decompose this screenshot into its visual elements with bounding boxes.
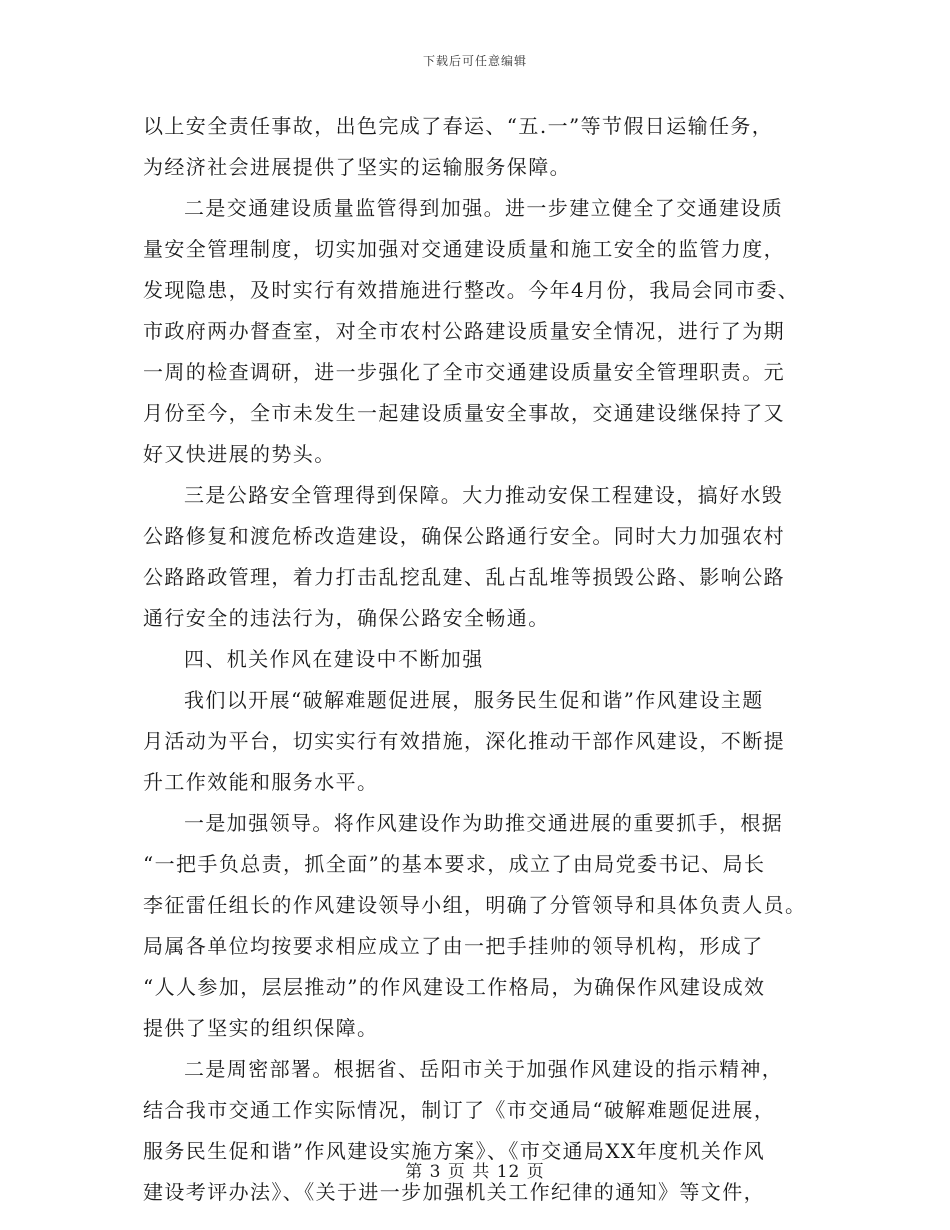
paragraph-line: 好又快进展的势头。 [143, 442, 336, 466]
paragraph-line: 三是公路安全管理得到保障。大力推动安保工程建设，搞好水毁 [184, 483, 784, 507]
paragraph-line: 以上安全责任事故，出色完成了春运、“五.一”等节假日运输任务， [143, 114, 774, 138]
paragraph-line: 月活动为平台，切实实行有效措施，深化推动干部作风建设，不断提 [143, 729, 785, 753]
document-body [143, 106, 807, 1213]
section-heading: 四、机关作风在建设中不断加强 [184, 647, 484, 671]
paragraph-line: 量安全管理制度，切实加强对交通建设质量和施工安全的监管力度， [143, 237, 785, 261]
page-footer [0, 1157, 950, 1182]
header-note: 下载后可任意编辑 [422, 54, 527, 68]
paragraph-line: 我们以开展“破解难题促进展，服务民生促和谐”作风建设主题 [184, 688, 764, 712]
paragraph-line: 升工作效能和服务水平。 [143, 770, 379, 794]
paragraph-line: 一周的检查调研，进一步强化了全市交通建设质量安全管理职责。元 [143, 360, 785, 384]
paragraph-line: 李征雷任组长的作风建设领导小组，明确了分管领导和具体负责人员。 [143, 893, 807, 917]
paragraph-line: 通行安全的违法行为，确保公路安全畅通。 [143, 606, 550, 630]
paragraph-line: 为经济社会进展提供了坚实的运输服务保障。 [143, 155, 571, 179]
paragraph-line: “一把手负总责，抓全面”的基本要求，成立了由局党委书记、局长 [143, 852, 766, 876]
paragraph-line: 一是加强领导。将作风建设作为助推交通进展的重要抓手，根据 [184, 811, 784, 835]
paragraph-line: 结合我市交通工作实际情况，制订了《市交通局“破解难题促进展， [143, 1098, 776, 1122]
paragraph-line: 公路路政管理，着力打击乱挖乱建、乱占乱堆等损毁公路、影响公路 [143, 565, 785, 589]
paragraph-line: 发现隐患，及时实行有效措施进行整改。今年4月份，我局会同市委、 [143, 278, 800, 302]
paragraph-line: 建设考评办法》、《关于进一步加强机关工作纪律的通知》等文件， [143, 1180, 765, 1204]
page-number: 第 3 页 共 12 页 [405, 1162, 545, 1182]
paragraph-line: 月份至今，全市未发生一起建设质量安全事故，交通建设继保持了又 [143, 401, 785, 425]
paragraph-line: 局属各单位均按要求相应成立了由一把手挂帅的领导机构，形成了 [143, 934, 764, 958]
paragraph-line: 服务民生促和谐”作风建设实施方案》、《市交通局XX年度机关作风 [143, 1139, 766, 1163]
paragraph-line: 二是交通建设质量监管得到加强。进一步建立健全了交通建设质 [184, 196, 784, 220]
paragraph-line: 二是周密部署。根据省、岳阳市关于加强作风建设的指示精神， [184, 1057, 784, 1081]
paragraph-line: 市政府两办督查室，对全市农村公路建设质量安全情况，进行了为期 [143, 319, 785, 343]
paragraph-line: 公路修复和渡危桥改造建设，确保公路通行安全。同时大力加强农村 [143, 524, 785, 548]
paragraph-line: “人人参加，层层推动”的作风建设工作格局，为确保作风建设成效 [143, 975, 766, 999]
paragraph-line: 提供了坚实的组织保障。 [143, 1016, 379, 1040]
